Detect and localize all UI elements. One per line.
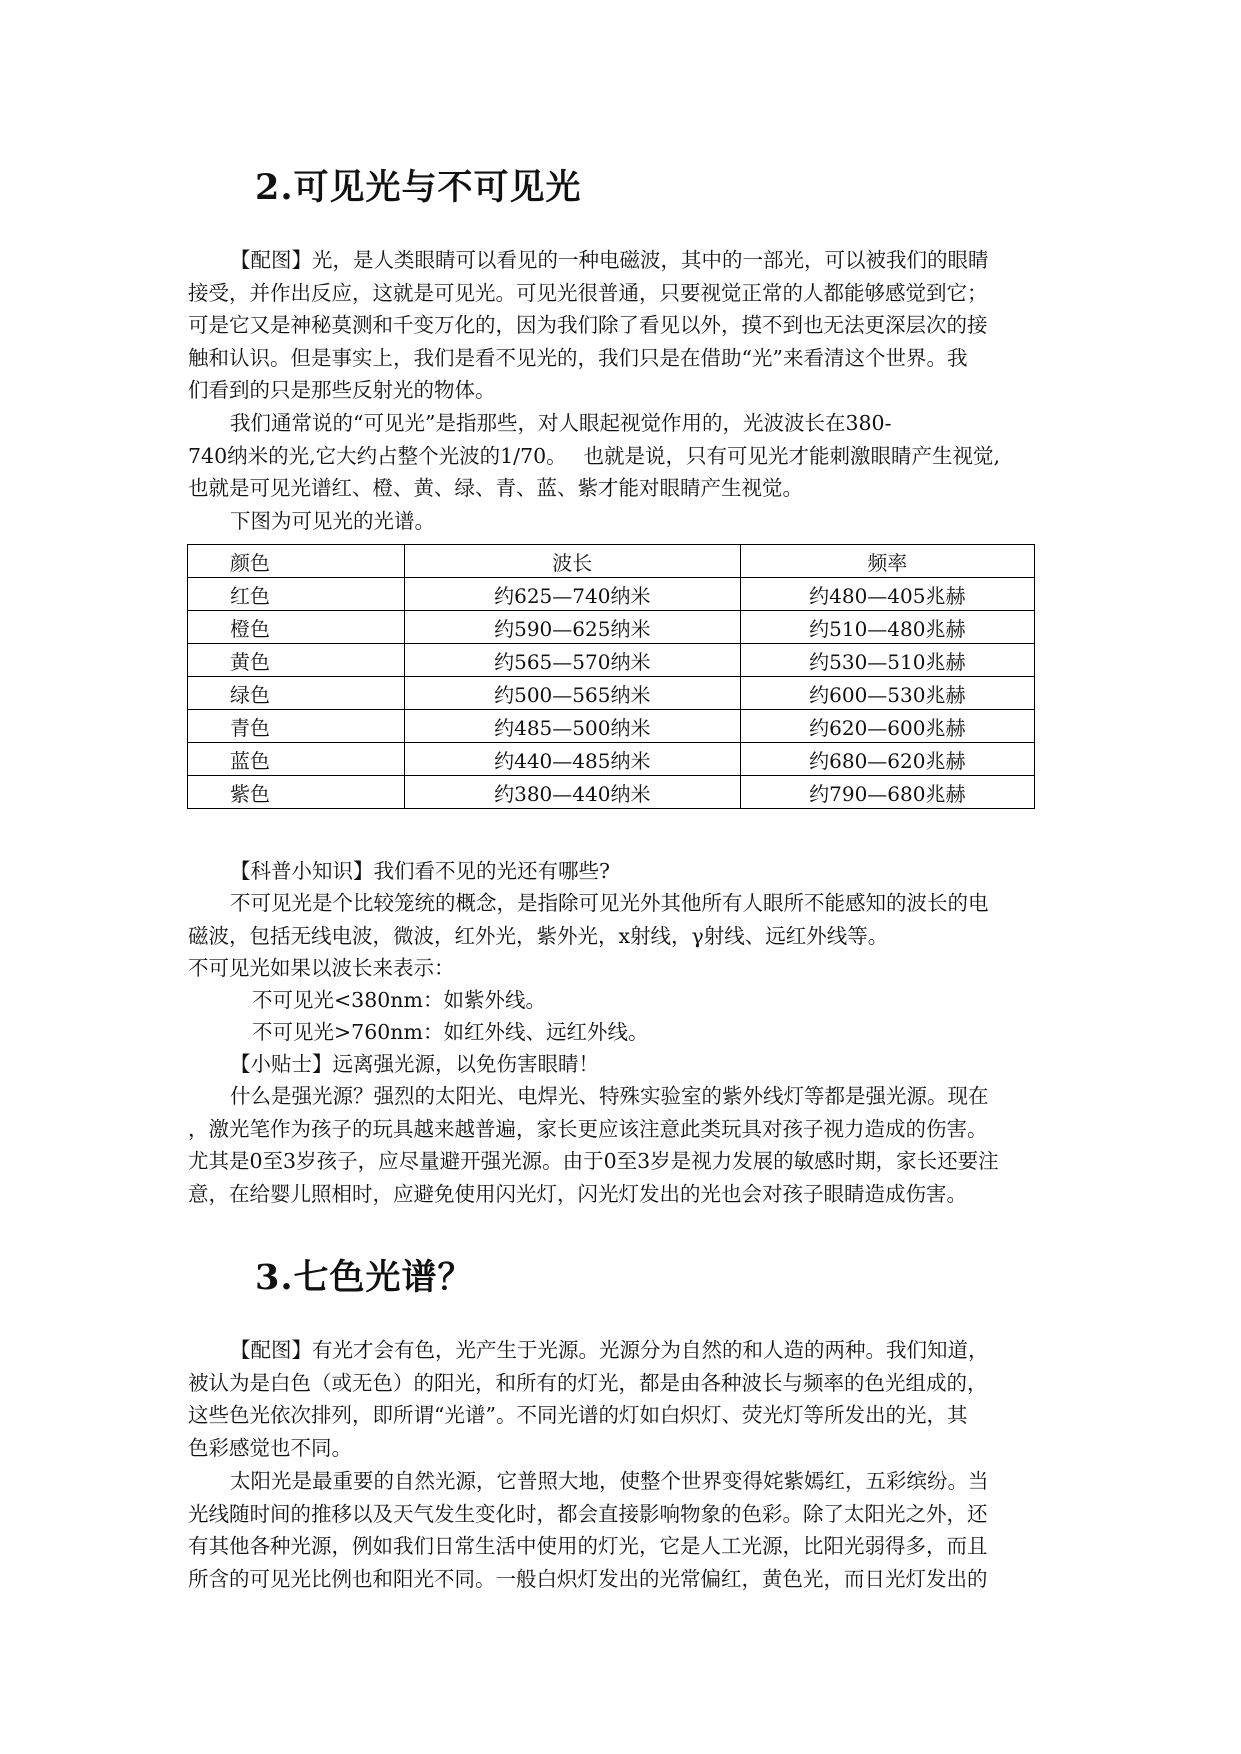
paragraph-knowledge-title bbox=[188, 855, 1046, 888]
spectrum-table bbox=[187, 544, 1035, 809]
text-line: 可是它又是神秘莫测和千变万化的，因为我们除了看见以外，摸不到也无法更深层次的接 bbox=[188, 313, 988, 337]
text-line: 被认为是白色（或无色）的阳光，和所有的灯光，都是由各种波长与频率的色光组成的， bbox=[188, 1370, 988, 1395]
table-cell-wavelength: 约485—500纳米 bbox=[404, 710, 740, 743]
section-title-seven-color-spectrum: 3.七色光谱？ bbox=[255, 1257, 474, 1298]
text-line: 不可见光<380nm：如紫外线。 bbox=[252, 988, 546, 1012]
paragraph-ir bbox=[188, 1016, 1046, 1049]
text-line: 光线随时间的推移以及天气发生变化时，都会直接影响物象的色彩。除了太阳光之外，还 bbox=[188, 1501, 988, 1526]
table-cell-frequency: 约510—480兆赫 bbox=[740, 611, 1034, 644]
text-line: 触和认识。但是事实上，我们是看不见光的，我们只是在借助“光”来看清这个世界。我 bbox=[188, 345, 968, 370]
table-cell-wavelength: 约590—625纳米 bbox=[404, 611, 740, 644]
text-line: 接受，并作出反应，这就是可见光。可见光很普通，只要视觉正常的人都能够感觉到它； bbox=[188, 280, 988, 305]
paragraph-visible-light-intro bbox=[188, 244, 1046, 407]
text-line: 有其他各种光源，例如我们日常生活中使用的灯光，它是人工光源，比阳光弱得多，而且 bbox=[188, 1534, 988, 1558]
text-line: 不可见光是个比较笼统的概念，是指除可见光外其他所有人眼所不能感知的波长的电 bbox=[230, 891, 989, 915]
table-cell-color: 绿色 bbox=[188, 677, 405, 710]
table-row bbox=[188, 710, 1035, 743]
text-line: 意，在给婴儿照相时，应避免使用闪光灯，闪光灯发出的光也会对孩子眼睛造成伤害。 bbox=[188, 1181, 967, 1206]
paragraph-strong-light bbox=[188, 1080, 1046, 1210]
table-cell-color: 黄色 bbox=[188, 644, 405, 677]
text-line: 色彩感觉也不同。 bbox=[188, 1435, 352, 1460]
table-header-frequency: 频率 bbox=[740, 545, 1034, 578]
table-row bbox=[188, 677, 1035, 710]
paragraph-tip-title bbox=[188, 1048, 1046, 1081]
text-line: 太阳光是最重要的自然光源，它普照大地，使整个世界变得姹紫嫣红，五彩缤纷。当 bbox=[230, 1469, 989, 1493]
table-cell-color: 橙色 bbox=[188, 611, 405, 644]
text-line: 们看到的只是那些反射光的物体。 bbox=[188, 378, 496, 402]
paragraph-uv bbox=[188, 984, 1046, 1017]
table-cell-frequency: 约790—680兆赫 bbox=[740, 776, 1034, 809]
paragraph-visible-light-range bbox=[188, 407, 1046, 505]
table-cell-color: 蓝色 bbox=[188, 743, 405, 776]
text-line: 不可见光>760nm：如红外线、远红外线。 bbox=[252, 1020, 649, 1044]
table-cell-wavelength: 约380—440纳米 bbox=[404, 776, 740, 809]
table-cell-color: 红色 bbox=[188, 578, 405, 611]
table-row bbox=[188, 776, 1035, 809]
text-line: ，激光笔作为孩子的玩具越来越普遍，家长更应该注意此类玩具对孩子视力造成的伤害。 bbox=[188, 1116, 988, 1141]
paragraph-invisible-light bbox=[188, 887, 1046, 952]
table-row bbox=[188, 611, 1035, 644]
table-cell-frequency: 约680—620兆赫 bbox=[740, 743, 1034, 776]
table-cell-wavelength: 约625—740纳米 bbox=[404, 578, 740, 611]
text-line: 也就是可见光谱红、橙、黄、绿、青、蓝、紫才能对眼睛产生视觉。 bbox=[188, 476, 803, 500]
table-cell-frequency: 约480—405兆赫 bbox=[740, 578, 1034, 611]
table-row bbox=[188, 644, 1035, 677]
table-cell-color: 紫色 bbox=[188, 776, 405, 809]
text-line: 740纳米的光,它大约占整个光波的1/70。 也就是说，只有可见光才能刺激眼睛产生视觉, bbox=[188, 443, 1000, 468]
paragraph-spectrum-caption bbox=[188, 505, 1046, 538]
table-row bbox=[188, 743, 1035, 776]
table-row bbox=[188, 578, 1035, 611]
table-cell-frequency: 约530—510兆赫 bbox=[740, 644, 1034, 677]
section-title-visible-light: 2.可见光与不可见光 bbox=[255, 167, 582, 208]
text-line: 什么是强光源？强烈的太阳光、电焊光、特殊实验室的紫外线灯等都是强光源。现在 bbox=[230, 1084, 989, 1108]
text-line: 【小贴士】远离强光源，以免伤害眼睛！ bbox=[230, 1052, 599, 1076]
table-cell-wavelength: 约440—485纳米 bbox=[404, 743, 740, 776]
table-cell-wavelength: 约565—570纳米 bbox=[404, 644, 740, 677]
text-line: 下图为可见光的光谱。 bbox=[230, 509, 435, 533]
text-line: 我们通常说的“可见光”是指那些，对人眼起视觉作用的，光波波长在380- bbox=[230, 411, 892, 435]
paragraph-light-source bbox=[188, 1334, 1046, 1464]
table-cell-color: 青色 bbox=[188, 710, 405, 743]
text-line: 磁波，包括无线电波，微波，红外光，紫外光，x射线，γ射线、远红外线等。 bbox=[188, 923, 889, 948]
text-line: 尤其是0至3岁孩子，应尽量避开强光源。由于0至3岁是视力发展的敏感时期，家长还要注 bbox=[188, 1149, 999, 1173]
table-header-row bbox=[188, 545, 1035, 578]
table-cell-frequency: 约600—530兆赫 bbox=[740, 677, 1034, 710]
text-line: 所含的可见光比例也和阳光不同。一般白炽灯发出的光常偏红，黄色光，而日光灯发出的 bbox=[188, 1566, 988, 1591]
table-cell-wavelength: 约500—565纳米 bbox=[404, 677, 740, 710]
table-header-color: 颜色 bbox=[188, 545, 405, 578]
table-header-wavelength: 波长 bbox=[404, 545, 740, 578]
table-cell-frequency: 约620—600兆赫 bbox=[740, 710, 1034, 743]
text-invisible-by-wavelength: 不可见光如果以波长来表示： bbox=[188, 956, 455, 980]
paragraph-sunlight bbox=[188, 1465, 1046, 1595]
text-line: 【科普小知识】我们看不见的光还有哪些? bbox=[230, 859, 610, 883]
text-line: 【配图】光，是人类眼睛可以看见的一种电磁波，其中的一部光，可以被我们的眼睛 bbox=[230, 248, 989, 272]
text-line: 【配图】有光才会有色，光产生于光源。光源分为自然的和人造的两种。我们知道， bbox=[230, 1338, 989, 1362]
text-line: 这些色光依次排列，即所谓“光谱”。不同光谱的灯如白炽灯、荧光灯等所发出的光，其 bbox=[188, 1403, 968, 1427]
